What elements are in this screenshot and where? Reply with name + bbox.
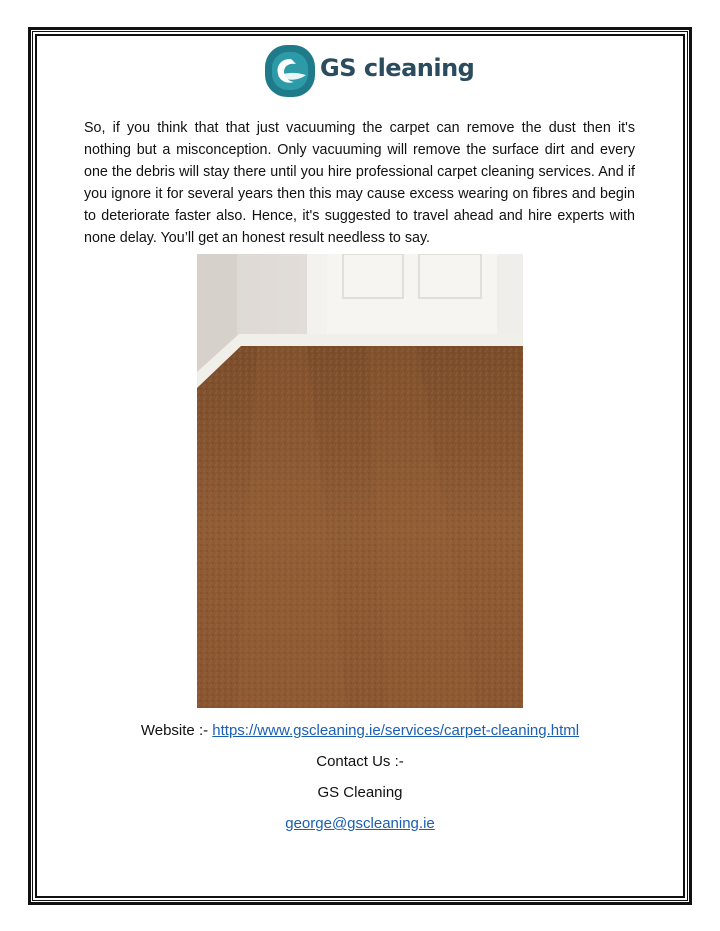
gs-cleaning-logo [264,42,475,102]
email-link[interactable]: george@gscleaning.ie [285,815,435,832]
website-line [0,720,720,742]
contact-label: Contact Us :- [316,753,404,770]
logo-brand-text: GS cleaning [320,54,475,82]
website-label: Website :- [140,722,213,739]
company-name: GS Cleaning [317,784,403,801]
carpet-photo [197,254,523,708]
body-paragraph: So, if you think that that just vacuuming the carpet can remove the dust then it's nothing but a misconception. Only vacuuming will remove the surface dirt and every one the debris will stay there until you hire professional carpet cleaning services. And if you ignore it for several years then this may cause excess wearing on fibres and begin to deteriorate faster also. Hence, it's suggested to travel ahead and hire experts with none delay. You’ll get an honest result needless to say. [84,120,635,246]
logo-mark-icon [264,42,318,100]
website-link[interactable]: https://www.gscleaning.ie/services/carpet-cleaning.html [212,722,580,739]
email-line [0,813,720,835]
